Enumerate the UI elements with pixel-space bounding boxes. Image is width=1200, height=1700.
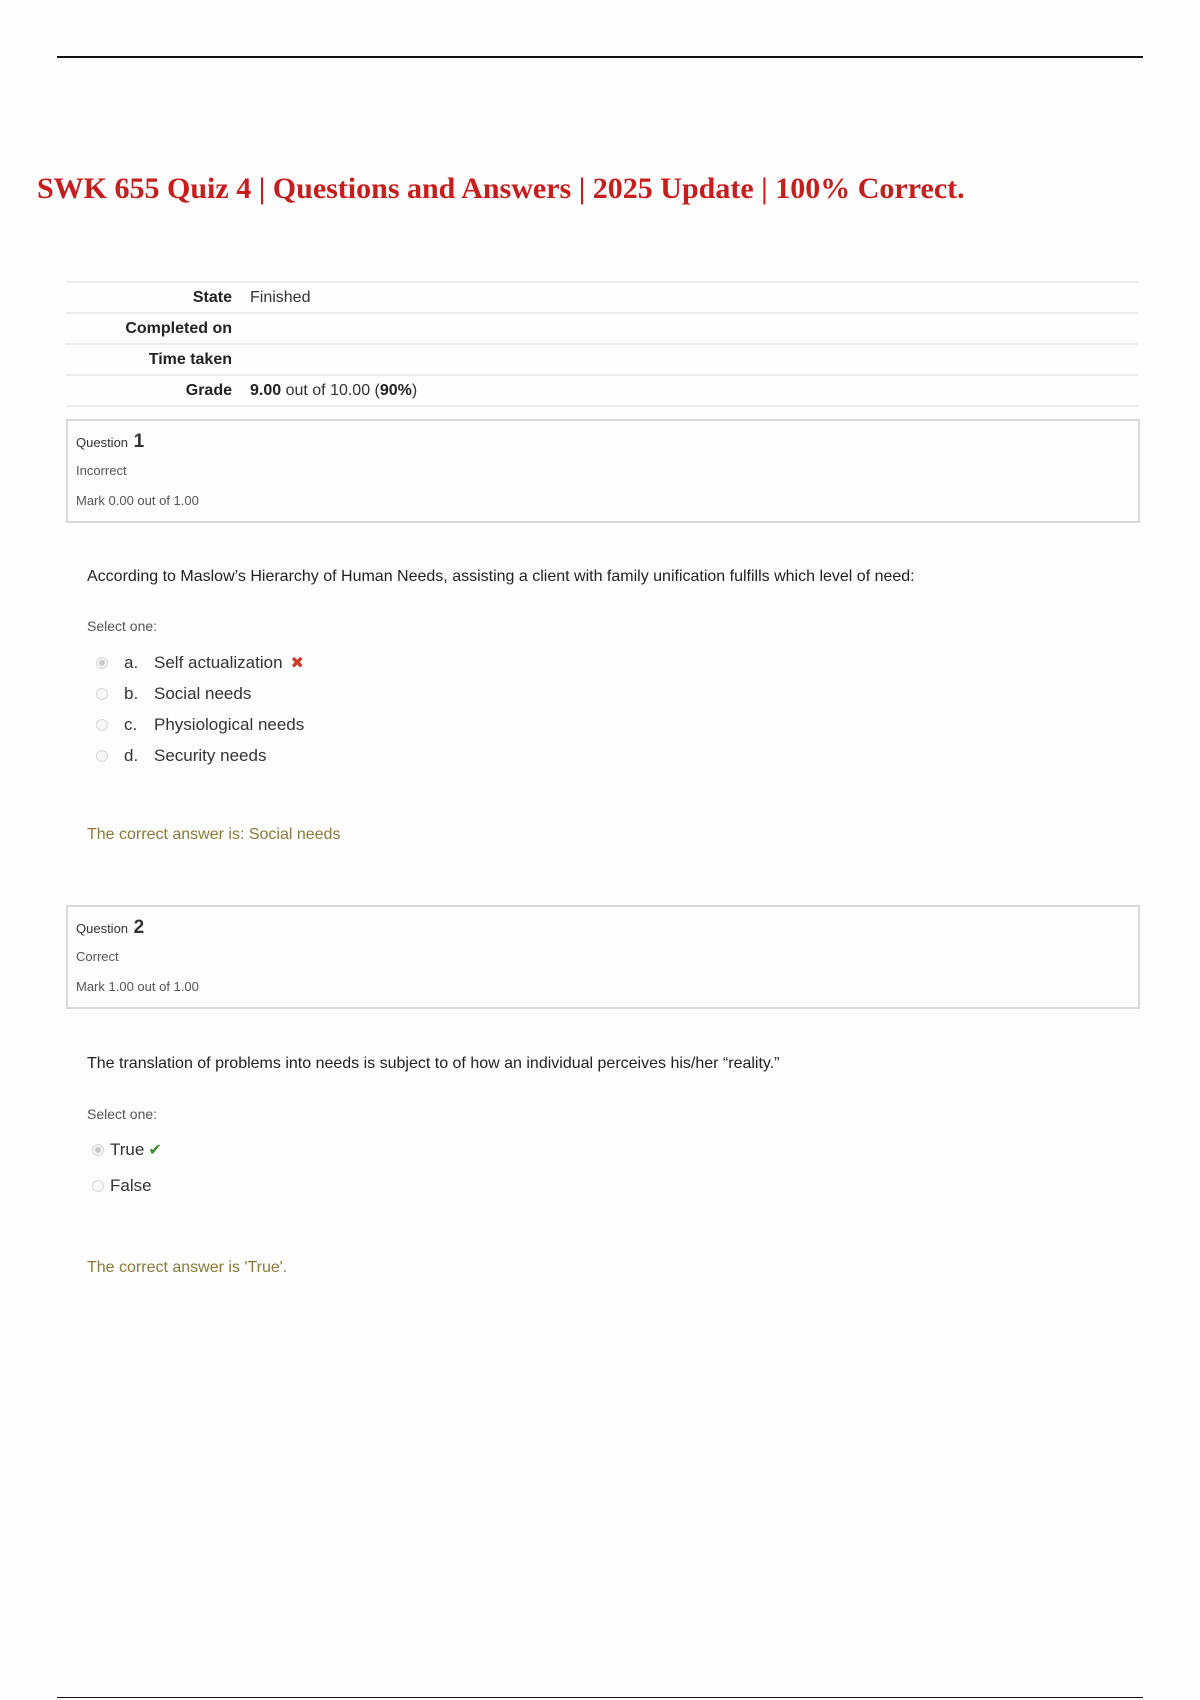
radio-button[interactable] (96, 750, 108, 762)
grade-score: 9.00 (250, 381, 282, 399)
top-rule (57, 56, 1143, 58)
option-text: Self actualization (154, 653, 283, 672)
option-letter: d. (124, 746, 139, 765)
question-1-option-a[interactable] (96, 653, 304, 673)
question-number: 1 (133, 431, 145, 452)
question-label: Question (76, 921, 129, 936)
question-2-text: The translation of problems into needs is subject to of how an individual perceives his/her “reality.” (87, 1055, 780, 1072)
question-1-correct-answer: The correct answer is: Social needs (87, 826, 341, 843)
question-1-text: According to Maslow’s Hierarchy of Human Needs, assisting a client with family unification fulfills which level of need: (87, 568, 915, 585)
grade-mid: out of 10.00 ( (281, 381, 380, 399)
time-label: Time taken (148, 350, 232, 368)
question-label: Question (76, 435, 129, 450)
question-2-select-label: Select one: (87, 1106, 158, 1122)
question-2-option-false[interactable] (92, 1176, 152, 1196)
option-text: Security needs (154, 746, 267, 765)
question-1-select-label: Select one: (87, 618, 158, 634)
document-title: SWK 655 Quiz 4 | Questions and Answers | 2025 Update | 100% Correct. (37, 172, 965, 205)
question-2-correct-answer: The correct answer is 'True'. (87, 1259, 288, 1276)
question-2-mark: Mark 1.00 out of 1.00 (76, 979, 199, 994)
question-1-state: Incorrect (76, 463, 127, 478)
state-label: State (192, 288, 232, 306)
bottom-rule (57, 1697, 1143, 1698)
radio-button[interactable] (96, 719, 108, 731)
attempt-summary-table (66, 281, 1138, 407)
question-2-state: Correct (76, 949, 119, 964)
question-2-title (76, 917, 144, 939)
question-1-title (76, 431, 144, 453)
completed-label: Completed on (125, 319, 232, 337)
question-1-option-c[interactable] (96, 715, 304, 735)
question-1-option-b[interactable] (96, 684, 251, 704)
summary-row-time (66, 345, 1138, 376)
question-2-info (66, 905, 1140, 1009)
cross-icon: ✖ (290, 655, 304, 672)
question-2-option-true[interactable] (92, 1140, 162, 1160)
radio-button[interactable] (96, 657, 108, 669)
state-value: Finished (250, 288, 311, 306)
radio-button[interactable] (92, 1144, 104, 1156)
option-text: Social needs (154, 684, 252, 703)
question-1-info (66, 419, 1140, 523)
option-text: True (110, 1140, 145, 1159)
option-text: Physiological needs (154, 715, 305, 734)
question-1-option-d[interactable] (96, 746, 266, 766)
grade-percent: 90% (379, 381, 412, 399)
summary-row-state (66, 283, 1138, 314)
summary-row-grade (66, 376, 1138, 407)
option-text: False (110, 1176, 152, 1195)
radio-button[interactable] (96, 688, 108, 700)
grade-value (232, 382, 417, 400)
option-letter: a. (124, 653, 139, 672)
grade-end: ) (411, 381, 418, 399)
option-letter: c. (124, 715, 138, 734)
option-letter: b. (124, 684, 139, 703)
check-icon: ✔ (148, 1142, 162, 1159)
question-1-mark: Mark 0.00 out of 1.00 (76, 493, 199, 508)
summary-row-completed (66, 314, 1138, 345)
grade-label: Grade (185, 381, 232, 399)
question-number: 2 (133, 917, 145, 938)
radio-button[interactable] (92, 1180, 104, 1192)
